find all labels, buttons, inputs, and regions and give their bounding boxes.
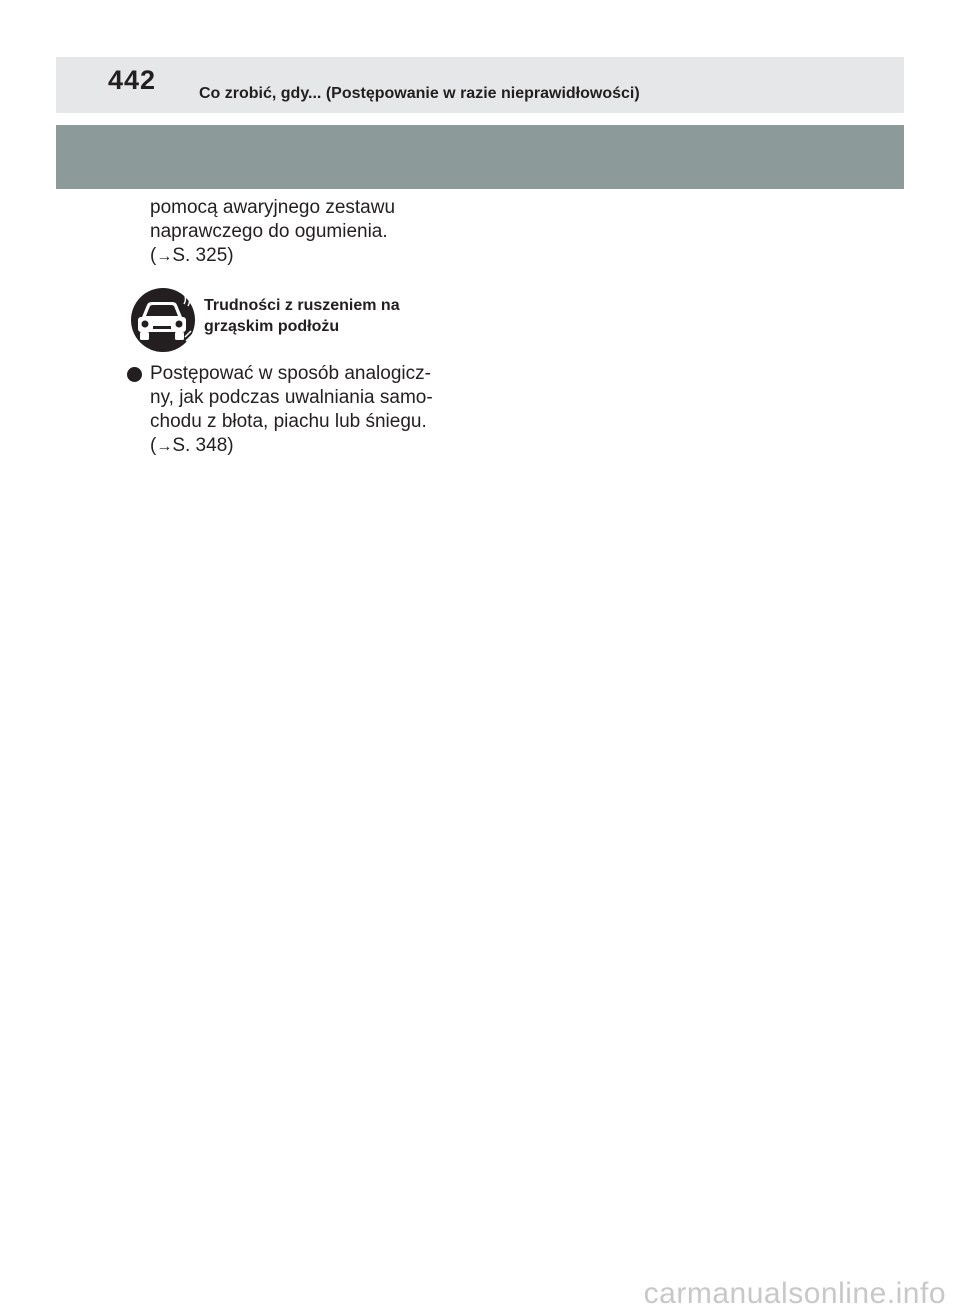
- paragraph-line: pomocą awaryjnego zestawu: [150, 197, 396, 218]
- paragraph-line: naprawczego do ogumienia.: [150, 221, 388, 242]
- bullet-line: Postępować w sposób analogicz-: [150, 363, 431, 384]
- ref-text: S. 325): [172, 245, 234, 266]
- section-band: [56, 125, 904, 189]
- ref-open: (: [150, 435, 157, 456]
- arrow-right-icon: →: [156, 248, 173, 265]
- situation-title-line: grząskim podłożu: [204, 318, 340, 335]
- page-number: 442: [108, 65, 157, 95]
- situation-heading: [130, 287, 470, 351]
- ref-open: (: [150, 245, 157, 266]
- bullet-dot-icon: [127, 367, 142, 382]
- watermark: carmanualsonline.info: [643, 1277, 946, 1310]
- situation-title-line: Trudności z ruszeniem na: [204, 297, 400, 314]
- page-reference[interactable]: [150, 434, 433, 459]
- bullet-line: ny, jak podczas uwalniania samo-: [150, 387, 433, 408]
- stuck-car-icon: [130, 287, 196, 353]
- arrow-right-icon: →: [156, 438, 173, 455]
- ref-text: S. 348): [172, 435, 234, 456]
- page-header: [56, 57, 904, 113]
- header-title: Co zrobić, gdy... (Postępowanie w razie nieprawidłowości): [199, 85, 640, 102]
- bullet-text: [150, 362, 433, 459]
- bullet-line: chodu z błota, piachu lub śniegu.: [150, 411, 427, 432]
- continued-paragraph: [150, 196, 470, 269]
- situation-title: [204, 295, 400, 337]
- page-reference[interactable]: [150, 244, 470, 269]
